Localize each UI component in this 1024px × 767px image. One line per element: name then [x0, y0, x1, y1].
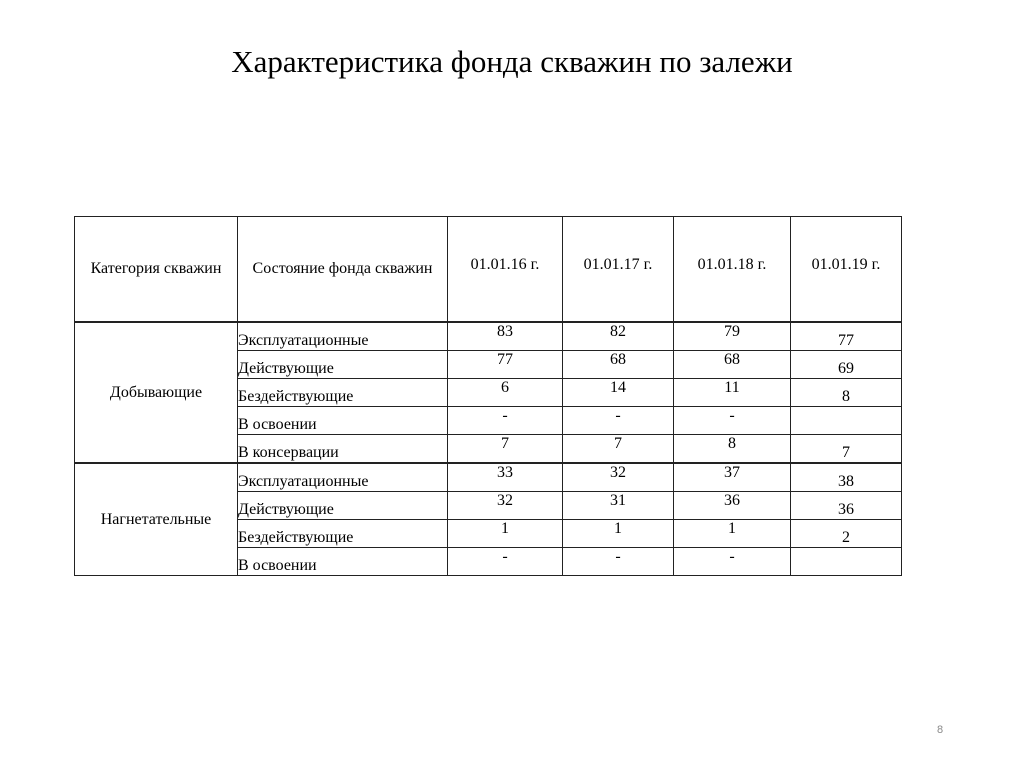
header-date: 01.01.16 г.: [448, 217, 563, 323]
header-state: Состояние фонда скважин: [238, 217, 448, 323]
value-cell: 69: [791, 351, 902, 379]
table-row: [75, 322, 902, 351]
state-cell: В освоении: [238, 548, 448, 576]
state-cell: Действующие: [238, 351, 448, 379]
value-cell: -: [563, 407, 674, 435]
value-cell: 77: [791, 322, 902, 351]
value-cell: 77: [448, 351, 563, 379]
value-cell: 36: [791, 492, 902, 520]
value-cell: 7: [563, 435, 674, 464]
well-stock-table: [74, 216, 902, 576]
value-cell: 83: [448, 322, 563, 351]
value-cell: 8: [791, 379, 902, 407]
value-cell: 68: [563, 351, 674, 379]
category-cell: Нагнетательные: [75, 463, 238, 576]
value-cell: 6: [448, 379, 563, 407]
value-cell: 68: [674, 351, 791, 379]
state-cell: Эксплуатационные: [238, 322, 448, 351]
value-cell: 7: [791, 435, 902, 464]
value-cell: 2: [791, 520, 902, 548]
table-row: [75, 463, 902, 492]
value-cell: -: [448, 548, 563, 576]
value-cell: 14: [563, 379, 674, 407]
value-cell: 36: [674, 492, 791, 520]
category-cell: Добывающие: [75, 322, 238, 463]
value-cell: -: [448, 407, 563, 435]
value-cell: -: [563, 548, 674, 576]
page-number: 8: [936, 724, 944, 736]
state-cell: В освоении: [238, 407, 448, 435]
state-cell: Действующие: [238, 492, 448, 520]
value-cell: 38: [791, 463, 902, 492]
value-cell: 32: [448, 492, 563, 520]
value-cell: 32: [563, 463, 674, 492]
header-date: 01.01.19 г.: [791, 217, 902, 323]
value-cell: 1: [563, 520, 674, 548]
header-row: [75, 217, 902, 323]
header-date: 01.01.18 г.: [674, 217, 791, 323]
value-cell: 37: [674, 463, 791, 492]
header-category: Категория скважин: [75, 217, 238, 323]
value-cell: 11: [674, 379, 791, 407]
value-cell: [791, 407, 902, 435]
value-cell: 79: [674, 322, 791, 351]
value-cell: 31: [563, 492, 674, 520]
value-cell: [791, 548, 902, 576]
value-cell: 33: [448, 463, 563, 492]
value-cell: 7: [448, 435, 563, 464]
value-cell: 1: [674, 520, 791, 548]
slide-title: Характеристика фонда скважин по залежи: [231, 44, 793, 79]
value-cell: -: [674, 407, 791, 435]
header-date: 01.01.17 г.: [563, 217, 674, 323]
state-cell: Эксплуатационные: [238, 463, 448, 492]
value-cell: -: [674, 548, 791, 576]
state-cell: Бездействующие: [238, 520, 448, 548]
state-cell: В консервации: [238, 435, 448, 464]
value-cell: 1: [448, 520, 563, 548]
value-cell: 82: [563, 322, 674, 351]
state-cell: Бездействующие: [238, 379, 448, 407]
value-cell: 8: [674, 435, 791, 464]
